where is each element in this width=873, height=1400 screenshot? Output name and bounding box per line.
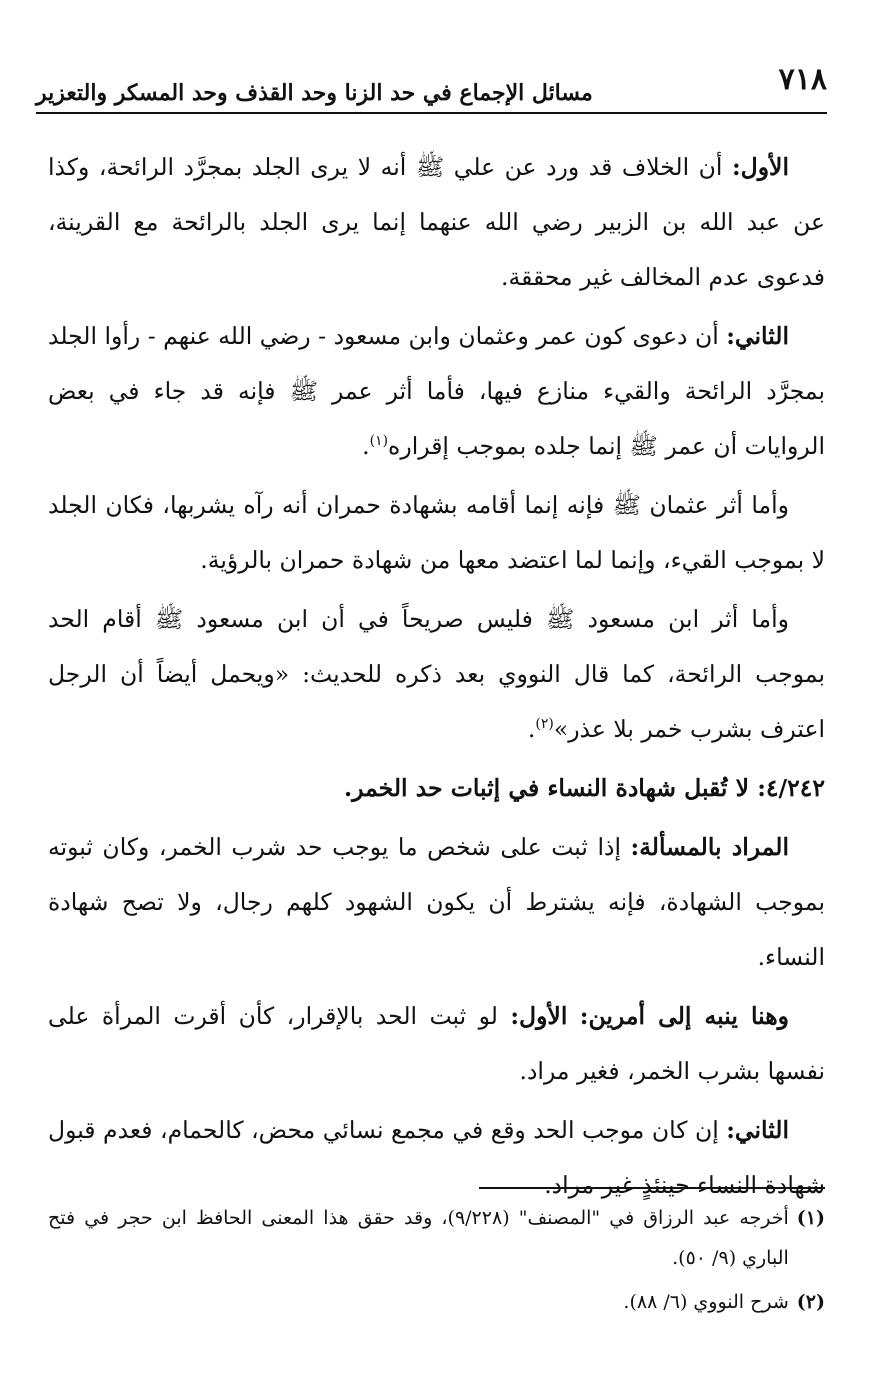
footnote-number: (٢) bbox=[796, 1291, 825, 1313]
running-title: مسائل الإجماع في حد الزنا وحد القذف وحد المسكر والتعزير bbox=[36, 80, 593, 106]
paragraph-text: لو ثبت الحد بالإقرار، كأن أقرت المرأة على نفسها بشرب الخمر، فغير مراد. bbox=[48, 1002, 825, 1085]
footnote-text: شرح النووي (٦/ ٨٨). bbox=[623, 1291, 789, 1313]
paragraph-text: إن كان موجب الحد وقع في مجمع نسائي محض، كالحمام، فعدم قبول شهادة النساء حينئذٍ غير مراد. bbox=[48, 1116, 825, 1199]
footnote bbox=[48, 1282, 825, 1322]
footnote-ref[interactable]: (١) bbox=[369, 433, 389, 450]
paragraph-text: وأما أثر عثمان ﷺ فإنه إنما أقامه بشهادة حمران أنه رآه يشربها، فكان الجلد لا بموجب القيء، وإنما لما اعتضد معها من شهادة حمران بالرؤية. bbox=[48, 491, 825, 574]
paragraph-first-point bbox=[48, 140, 825, 305]
page-header bbox=[36, 62, 827, 114]
paragraph-lead: الأول: bbox=[731, 153, 789, 181]
paragraph-text: وأما أثر ابن مسعود ﷺ فليس صريحاً في أن ابن مسعود ﷺ أقام الحد بموجب الرائحة، كما قال النووي بعد ذكره للحديث: «ويحمل أيضاً أن الرجل اعترف بشرب خمر بلا عذر» bbox=[48, 605, 825, 743]
paragraph-lead: وهنا ينبه إلى أمرين: bbox=[579, 1002, 789, 1030]
paragraph-text: إذا ثبت على شخص ما يوجب حد شرب الخمر، وكان ثبوته بموجب الشهادة، فإنه يشترط أن يكون الشهود كلهم رجال، ولا تصح شهادة النساء. bbox=[48, 833, 825, 971]
paragraph-text: أن الخلاف قد ورد عن علي ﷺ أنه لا يرى الجلد بمجرَّد الرائحة، وكذا عن عبد الله بن الزبير رضي الله عنهما إنما يرى الجلد بالرائحة مع القرينة، فدعوى عدم المخالف غير محققة. bbox=[48, 153, 825, 291]
paragraph-meaning bbox=[48, 820, 825, 985]
paragraph-lead: الثاني: bbox=[726, 1116, 789, 1144]
footnote bbox=[48, 1198, 825, 1278]
paragraph-lead: المراد بالمسألة: bbox=[630, 833, 789, 861]
page-number: ٧١٨ bbox=[778, 62, 827, 97]
paragraph-note bbox=[48, 989, 825, 1099]
paragraph-ibn-masud bbox=[48, 592, 825, 757]
paragraph-lead: الثاني: bbox=[726, 322, 789, 350]
paragraph-text: أن دعوى كون عمر وعثمان وابن مسعود - رضي الله عنهم - رأوا الجلد بمجرَّد الرائحة والقيء منازع فيها، فأما أثر عمر ﷺ فإنه قد جاء في بعض الروايات أن عمر ﷺ إنما جلده بموجب إقراره bbox=[48, 322, 825, 460]
paragraph-end: . bbox=[362, 432, 370, 460]
paragraph-end: . bbox=[527, 715, 536, 743]
footnote-text: أخرجه عبد الرزاق في "المصنف" (٩/٢٢٨)، وقد حقق هذا المعنى الحافظ ابن حجر في فتح الباري (٩/ ٥٠). bbox=[48, 1207, 789, 1269]
paragraph-second-point bbox=[48, 309, 825, 474]
paragraph-lead-2: الأول: bbox=[510, 1002, 568, 1030]
footnote-number: (١) bbox=[796, 1207, 825, 1229]
section-heading: ٤/٢٤٢: لا تُقبل شهادة النساء في إثبات حد الخمر. bbox=[343, 774, 825, 802]
paragraph-uthman bbox=[48, 478, 825, 588]
footnotes bbox=[48, 1198, 825, 1326]
footnote-ref[interactable]: (٢) bbox=[535, 716, 554, 733]
main-text bbox=[48, 140, 825, 1217]
paragraph-second-matter bbox=[48, 1103, 825, 1213]
footnote-divider bbox=[479, 1187, 825, 1189]
